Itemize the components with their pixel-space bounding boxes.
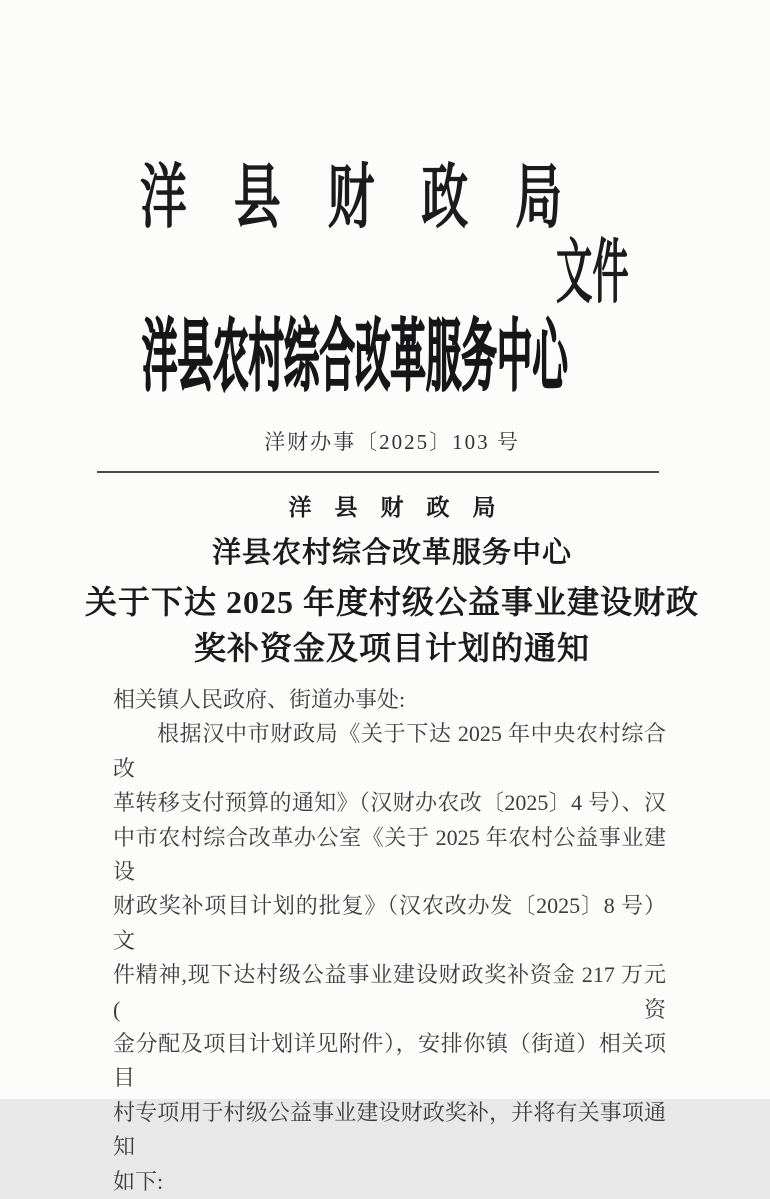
title-subject-line-1: 关于下达 2025 年度村级公益事业建设财政: [84, 584, 699, 620]
letterhead-agency-primary: 洋县财政局: [140, 160, 609, 237]
letterhead-doc-type-label: 文件: [556, 235, 629, 312]
title-issuer-line-2: 洋县农村综合改革服务中心: [211, 537, 572, 569]
document-number: 洋财办事〔2025〕103 号: [264, 430, 520, 454]
body-line: 相关镇人民政府、街道办事处:: [113, 687, 406, 712]
body-line: 中市农村综合改革办公室《关于 2025 年农村公益事业建设: [113, 824, 666, 885]
letterhead-agency-secondary: 洋县农村综合改革服务中心: [142, 313, 568, 400]
body-line: 根据汉中市财政局《关于下达 2025 年中央农村综合改: [113, 721, 666, 781]
body-paragraph: [113, 683, 666, 1199]
body-line: 金分配及项目计划详见附件），安排你镇（街道）相关项目: [113, 1031, 666, 1091]
body-line: 如下:: [113, 1168, 164, 1194]
body-line: 件精神,现下达村级公益事业建设财政奖补资金 217 万元(资: [113, 962, 666, 1022]
letterhead-divider-rule: [97, 471, 659, 473]
body-line: 革转移支付预算的通知》（汉财办农改〔2025〕4 号）、汉: [113, 790, 666, 816]
title-issuer-line-1: 洋县财政局: [288, 495, 519, 520]
body-line: 村专项用于村级公益事业建设财政奖补，并将有关事项通知: [113, 1099, 666, 1160]
body-line: 财政奖补项目计划的批复》（汉农改办发〔2025〕8 号）文: [113, 893, 666, 953]
title-subject-line-2: 奖补资金及项目计划的通知: [193, 630, 590, 666]
